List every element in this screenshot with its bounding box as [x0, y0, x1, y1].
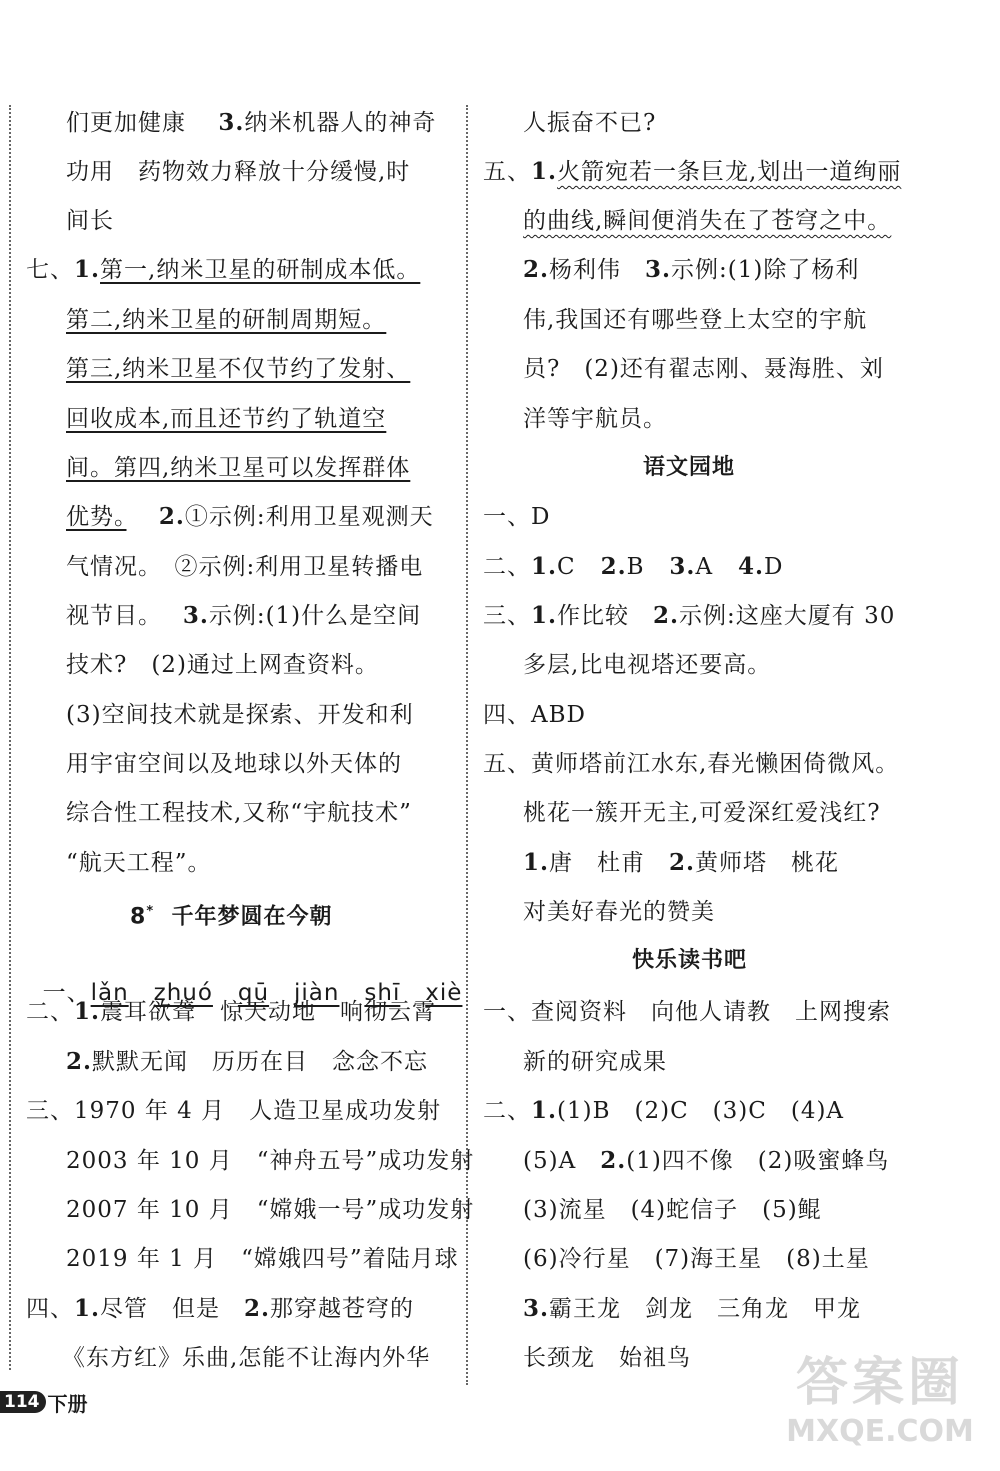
left-q2-line-2: 2.默默无闻 历历在目 念念不忘 — [66, 1048, 429, 1075]
yuandi-q4: 四、ABD — [483, 702, 586, 728]
page-number: 114 — [0, 1391, 46, 1413]
left-line-3: 间长 — [66, 208, 114, 234]
right-line-2: 五、1.火箭宛若一条巨龙,划出一道绚丽 — [483, 158, 902, 185]
left-q3-line-3: 2007 年 10 月 “嫦娥一号”成功发射 — [66, 1197, 475, 1223]
yuandi-q5-line-4: 对美好春光的赞美 — [523, 899, 715, 925]
left-line-1: 们更加健康 3.纳米机器人的神奇 — [66, 109, 437, 136]
yuandi-q5-line-1: 五、黄师塔前江水东,春光懒困倚微风。 — [483, 751, 900, 777]
dushu-q1-line-2: 新的研究成果 — [523, 1049, 667, 1075]
yuandi-q2: 二、1.C 2.B 3.A 4.D — [483, 553, 784, 580]
volume-label: 下册 — [47, 1391, 88, 1416]
left-q4-line-2: 《东方红》乐曲,怎能不让海内外华 — [62, 1345, 431, 1371]
dushu-q2-line-5: 3.霸王龙 剑龙 三角龙 甲龙 — [523, 1295, 862, 1322]
page-footer — [0, 1387, 88, 1417]
right-line-4: 2.杨利伟 3.示例:(1)除了杨利 — [523, 256, 860, 283]
left-line-14: 用宇宙空间以及地球以外天体的 — [66, 751, 402, 777]
left-line-13: (3)空间技术就是探索、开发和利 — [66, 702, 414, 728]
right-line-7: 洋等宇航员。 — [523, 406, 667, 432]
left-line-2: 功用 药物效力释放十分缓慢,时 — [66, 159, 411, 185]
left-line-10: 气情况。 ②示例:利用卫星转播电 — [66, 554, 424, 580]
kuaile-dushu-heading: 快乐读书吧 — [632, 948, 748, 973]
left-q2-line-1: 二、1.震耳欲聋 惊天动地 响彻云霄 — [26, 998, 437, 1025]
watermark-logo: 答案圈 MXQE.COM — [786, 1353, 974, 1449]
left-q3-line-2: 2003 年 10 月 “神舟五号”成功发射 — [66, 1148, 475, 1174]
left-line-9: 优势。 2.①示例:利用卫星观测天 — [66, 503, 434, 530]
yuandi-q5-line-3: 1.唐 杜甫 2.黄师塔 桃花 — [523, 849, 840, 876]
dushu-q2-line-4: (6)冷行星 (7)海王星 (8)土星 — [523, 1246, 870, 1272]
yuandi-q3-line-1: 三、1.作比较 2.示例:这座大厦有 30 — [483, 602, 896, 629]
left-line-6: 第三,纳米卫星不仅节约了发射、 — [66, 356, 411, 382]
pinyin-answers-line: 一、lǎn zhuó qū jiàn shī xiè — [42, 980, 463, 1006]
left-line-7: 回收成本,而且还节约了轨道空 — [66, 406, 387, 432]
yuwen-yuandi-heading: 语文园地 — [643, 455, 736, 480]
left-line-4: 七、1.第一,纳米卫星的研制成本低。 — [26, 256, 421, 283]
right-line-5: 伟,我国还有哪些登上太空的宇航 — [523, 307, 868, 333]
yuandi-q3-line-2: 多层,比电视塔还要高。 — [523, 652, 772, 678]
dushu-q2-line-2: (5)A 2.(1)四不像 (2)吸蜜蜂鸟 — [523, 1147, 890, 1174]
column-divider-dotted-line — [466, 105, 468, 1385]
dushu-q2-line-6: 长颈龙 始祖鸟 — [523, 1345, 691, 1371]
right-line-1: 人振奋不已? — [523, 110, 657, 136]
left-q3-line-1: 三、1970 年 4 月 人造卫星成功发射 — [26, 1098, 442, 1124]
yuandi-q1: 一、D — [483, 504, 551, 530]
left-q4-line-1: 四、1.尽管 但是 2.那穿越苍穹的 — [26, 1295, 415, 1322]
dushu-q1-line-1: 一、查阅资料 向他人请教 上网搜索 — [483, 999, 891, 1025]
left-q3-line-4: 2019 年 1 月 “嫦娥四号”着陆月球 — [66, 1246, 459, 1272]
left-line-5: 第二,纳米卫星的研制周期短。 — [66, 307, 387, 333]
left-line-15: 综合性工程技术,又称“宇航技术” — [66, 800, 412, 826]
dushu-q2-line-1: 二、1.(1)B (2)C (3)C (4)A — [483, 1097, 845, 1124]
left-line-16: “航天工程”。 — [66, 850, 212, 876]
left-line-12: 技术? (2)通过上网查资料。 — [66, 652, 379, 678]
right-line-3: 的曲线,瞬间便消失在了苍穹之中。 — [523, 208, 892, 234]
dushu-q2-line-3: (3)流星 (4)蛇信子 (5)鲲 — [523, 1197, 822, 1223]
section-8-heading: 8* 千年梦圆在今朝 — [130, 904, 333, 930]
right-line-6: 员? (2)还有翟志刚、聂海胜、刘 — [523, 356, 884, 382]
left-line-8: 间。第四,纳米卫星可以发挥群体 — [66, 455, 411, 481]
yuandi-q5-line-2: 桃花一簇开无主,可爱深红爱浅红? — [523, 800, 881, 826]
left-margin-dotted-line — [9, 105, 11, 1370]
left-line-11: 视节目。 3.示例:(1)什么是空间 — [66, 602, 422, 629]
